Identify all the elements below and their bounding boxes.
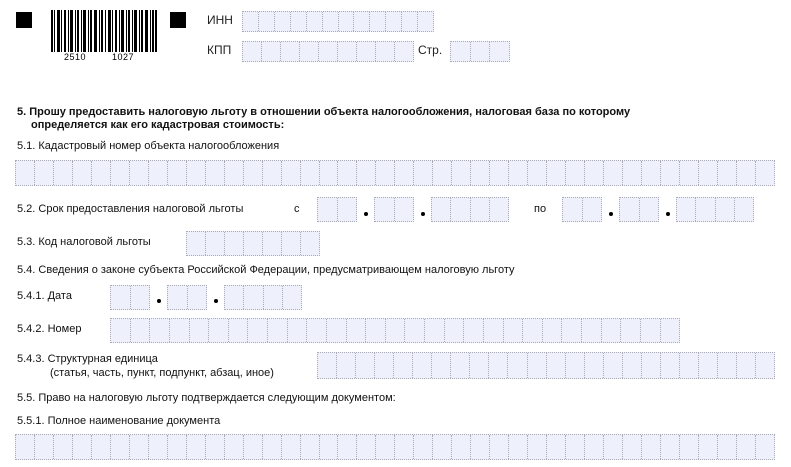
corner-marker-right bbox=[170, 12, 186, 28]
char-cell[interactable] bbox=[320, 435, 339, 459]
char-cell[interactable] bbox=[623, 161, 642, 185]
confirming-document-label: 5.5. Право на налоговую льготу подтверждается следующим документом: bbox=[17, 392, 396, 404]
char-cell[interactable] bbox=[451, 353, 470, 378]
section-title-line2: определяется как его кадастровая стоимость: bbox=[31, 119, 285, 131]
char-cell[interactable] bbox=[73, 435, 92, 459]
char-cell[interactable] bbox=[547, 435, 566, 459]
char-cell[interactable] bbox=[451, 42, 471, 61]
barcode-number-left: 2510 bbox=[64, 52, 87, 62]
char-cell[interactable] bbox=[338, 42, 357, 61]
char-cell[interactable] bbox=[489, 353, 508, 378]
char-cell[interactable] bbox=[414, 435, 433, 459]
char-cell[interactable] bbox=[395, 161, 414, 185]
char-cell[interactable] bbox=[623, 435, 642, 459]
char-cell[interactable] bbox=[602, 319, 622, 342]
structural-unit-label: 5.4.3. Структурная единица bbox=[17, 353, 158, 365]
date-separator bbox=[157, 299, 161, 303]
char-cell[interactable] bbox=[394, 353, 413, 378]
cadastral-number-label: 5.1. Кадастровый номер объекта налогообложения bbox=[17, 140, 280, 152]
char-cell[interactable] bbox=[604, 435, 623, 459]
char-cell[interactable] bbox=[168, 286, 188, 309]
date-separator bbox=[421, 212, 425, 216]
law-number-label: 5.4.2. Номер bbox=[17, 323, 82, 335]
char-cell[interactable] bbox=[737, 353, 756, 378]
char-cell[interactable] bbox=[130, 435, 149, 459]
kpp-label: КПП bbox=[207, 43, 232, 57]
char-cell[interactable] bbox=[490, 435, 509, 459]
char-cell[interactable] bbox=[376, 435, 395, 459]
char-cell[interactable] bbox=[585, 353, 604, 378]
char-cell[interactable] bbox=[263, 435, 282, 459]
section-title-line1: 5. Прошу предоставить налоговую льготу в отношении объекта налогообложения, налоговая база по которому bbox=[17, 106, 631, 118]
char-cell[interactable] bbox=[471, 198, 490, 221]
char-cell[interactable] bbox=[168, 161, 187, 185]
inn-label: ИНН bbox=[207, 13, 233, 27]
char-cell[interactable] bbox=[357, 435, 376, 459]
char-cell[interactable] bbox=[35, 161, 54, 185]
char-cell[interactable] bbox=[268, 319, 288, 342]
char-cell[interactable] bbox=[661, 353, 680, 378]
char-cell[interactable] bbox=[661, 161, 680, 185]
char-cell[interactable] bbox=[718, 161, 737, 185]
char-cell[interactable] bbox=[604, 353, 623, 378]
law-date-label: 5.4.1. Дата bbox=[17, 290, 72, 302]
char-cell[interactable] bbox=[432, 353, 451, 378]
char-cell[interactable] bbox=[301, 435, 320, 459]
date-separator bbox=[364, 212, 368, 216]
char-cell[interactable] bbox=[621, 319, 641, 342]
char-cell[interactable] bbox=[405, 319, 425, 342]
char-cell[interactable] bbox=[262, 42, 281, 61]
benefit-code-field[interactable] bbox=[186, 231, 320, 256]
char-cell[interactable] bbox=[395, 198, 414, 221]
char-cell[interactable] bbox=[696, 198, 715, 221]
char-cell[interactable] bbox=[188, 286, 207, 309]
char-cell[interactable] bbox=[642, 353, 661, 378]
char-cell[interactable] bbox=[433, 435, 452, 459]
corner-marker-left bbox=[16, 12, 32, 28]
char-cell[interactable] bbox=[300, 42, 319, 61]
char-cell[interactable] bbox=[73, 161, 92, 185]
char-cell[interactable] bbox=[357, 42, 376, 61]
char-cell[interactable] bbox=[338, 198, 357, 221]
char-cell[interactable] bbox=[737, 161, 756, 185]
char-cell[interactable] bbox=[395, 435, 414, 459]
char-cell[interactable] bbox=[320, 161, 339, 185]
char-cell[interactable] bbox=[543, 319, 563, 342]
date-separator bbox=[609, 212, 613, 216]
char-cell[interactable] bbox=[582, 319, 602, 342]
char-cell[interactable] bbox=[528, 161, 547, 185]
char-cell[interactable] bbox=[282, 161, 301, 185]
char-cell[interactable] bbox=[386, 319, 406, 342]
char-cell[interactable] bbox=[16, 161, 35, 185]
char-cell[interactable] bbox=[307, 12, 323, 31]
char-cell[interactable] bbox=[508, 353, 527, 378]
char-cell[interactable] bbox=[451, 198, 470, 221]
char-cell[interactable] bbox=[149, 161, 168, 185]
char-cell[interactable] bbox=[547, 353, 566, 378]
law-date-month[interactable] bbox=[167, 285, 207, 310]
char-cell[interactable] bbox=[244, 232, 263, 255]
char-cell[interactable] bbox=[366, 319, 386, 342]
char-cell[interactable] bbox=[243, 12, 259, 31]
char-cell[interactable] bbox=[484, 319, 504, 342]
char-cell[interactable] bbox=[716, 198, 735, 221]
char-cell[interactable] bbox=[386, 12, 402, 31]
char-cell[interactable] bbox=[35, 435, 54, 459]
char-cell[interactable] bbox=[244, 286, 263, 309]
char-cell[interactable] bbox=[327, 319, 347, 342]
char-cell[interactable] bbox=[282, 435, 301, 459]
char-cell[interactable] bbox=[319, 42, 338, 61]
char-cell[interactable] bbox=[337, 353, 356, 378]
char-cell[interactable] bbox=[111, 319, 131, 342]
char-cell[interactable] bbox=[263, 232, 282, 255]
char-cell[interactable] bbox=[470, 353, 489, 378]
char-cell[interactable] bbox=[699, 353, 718, 378]
char-cell[interactable] bbox=[641, 319, 661, 342]
cadastral-number-field[interactable] bbox=[15, 160, 775, 186]
char-cell[interactable] bbox=[318, 198, 338, 221]
char-cell[interactable] bbox=[275, 12, 291, 31]
char-cell[interactable] bbox=[756, 435, 774, 459]
char-cell[interactable] bbox=[54, 161, 73, 185]
char-cell[interactable] bbox=[283, 286, 301, 309]
structural-unit-hint: (статья, часть, пункт, подпункт, абзац, иное) bbox=[50, 367, 274, 379]
period-to-month[interactable] bbox=[619, 197, 659, 222]
char-cell[interactable] bbox=[585, 161, 604, 185]
page-label: Стр. bbox=[418, 43, 443, 57]
char-cell[interactable] bbox=[661, 319, 680, 342]
char-cell[interactable] bbox=[243, 42, 262, 61]
char-cell[interactable] bbox=[566, 353, 585, 378]
char-cell[interactable] bbox=[677, 198, 696, 221]
char-cell[interactable] bbox=[131, 319, 151, 342]
law-date-year[interactable] bbox=[224, 285, 302, 310]
char-cell[interactable] bbox=[620, 198, 640, 221]
char-cell[interactable] bbox=[661, 435, 680, 459]
char-cell[interactable] bbox=[642, 435, 661, 459]
char-cell[interactable] bbox=[464, 319, 484, 342]
char-cell[interactable] bbox=[562, 319, 582, 342]
char-cell[interactable] bbox=[490, 42, 509, 61]
char-cell[interactable] bbox=[225, 232, 244, 255]
period-to-label: по bbox=[534, 203, 547, 215]
char-cell[interactable] bbox=[432, 198, 451, 221]
char-cell[interactable] bbox=[356, 353, 375, 378]
law-info-label: 5.4. Сведения о законе субъекта Российской Федерации, предусматривающем налоговую льготу bbox=[17, 264, 515, 276]
char-cell[interactable] bbox=[375, 198, 395, 221]
char-cell[interactable] bbox=[131, 286, 150, 309]
char-cell[interactable] bbox=[471, 435, 490, 459]
char-cell[interactable] bbox=[288, 319, 308, 342]
char-cell[interactable] bbox=[504, 319, 524, 342]
char-cell[interactable] bbox=[347, 319, 367, 342]
law-number-field[interactable] bbox=[110, 318, 680, 343]
char-cell[interactable] bbox=[376, 42, 395, 61]
char-cell[interactable] bbox=[370, 12, 386, 31]
char-cell[interactable] bbox=[425, 319, 445, 342]
barcode bbox=[51, 10, 157, 52]
char-cell[interactable] bbox=[413, 353, 432, 378]
char-cell[interactable] bbox=[585, 435, 604, 459]
char-cell[interactable] bbox=[640, 198, 659, 221]
char-cell[interactable] bbox=[756, 161, 774, 185]
document-full-name-label: 5.5.1. Полное наименование документа bbox=[17, 415, 221, 427]
char-cell[interactable] bbox=[338, 435, 357, 459]
char-cell[interactable] bbox=[149, 435, 168, 459]
char-cell[interactable] bbox=[471, 161, 490, 185]
period-to-day[interactable] bbox=[562, 197, 602, 222]
char-cell[interactable] bbox=[452, 161, 471, 185]
char-cell[interactable] bbox=[699, 161, 718, 185]
char-cell[interactable] bbox=[301, 161, 320, 185]
char-cell[interactable] bbox=[92, 161, 111, 185]
char-cell[interactable] bbox=[471, 42, 491, 61]
char-cell[interactable] bbox=[623, 353, 642, 378]
char-cell[interactable] bbox=[54, 435, 73, 459]
char-cell[interactable] bbox=[735, 198, 753, 221]
date-separator bbox=[666, 212, 670, 216]
char-cell[interactable] bbox=[225, 286, 244, 309]
char-cell[interactable] bbox=[566, 435, 585, 459]
char-cell[interactable] bbox=[680, 435, 699, 459]
char-cell[interactable] bbox=[170, 319, 190, 342]
char-cell[interactable] bbox=[307, 319, 327, 342]
structural-unit-field[interactable] bbox=[317, 352, 775, 379]
char-cell[interactable] bbox=[433, 161, 452, 185]
char-cell[interactable] bbox=[323, 12, 339, 31]
char-cell[interactable] bbox=[509, 161, 528, 185]
char-cell[interactable] bbox=[282, 232, 301, 255]
char-cell[interactable] bbox=[528, 353, 547, 378]
char-cell[interactable] bbox=[248, 319, 268, 342]
char-cell[interactable] bbox=[209, 319, 229, 342]
char-cell[interactable] bbox=[206, 161, 225, 185]
char-cell[interactable] bbox=[375, 353, 394, 378]
char-cell[interactable] bbox=[130, 161, 149, 185]
period-from-day[interactable] bbox=[317, 197, 357, 222]
page-number-field[interactable] bbox=[450, 41, 510, 62]
char-cell[interactable] bbox=[92, 435, 111, 459]
char-cell[interactable] bbox=[414, 161, 433, 185]
char-cell[interactable] bbox=[737, 435, 756, 459]
char-cell[interactable] bbox=[339, 12, 355, 31]
date-separator bbox=[214, 299, 218, 303]
char-cell[interactable] bbox=[229, 319, 249, 342]
char-cell[interactable] bbox=[452, 435, 471, 459]
char-cell[interactable] bbox=[244, 161, 263, 185]
barcode-number-right: 1027 bbox=[112, 52, 135, 62]
period-from-label: с bbox=[294, 203, 300, 215]
benefit-code-label: 5.3. Код налоговой льготы bbox=[17, 236, 151, 248]
char-cell[interactable] bbox=[111, 435, 130, 459]
char-cell[interactable] bbox=[642, 161, 661, 185]
char-cell[interactable] bbox=[583, 198, 602, 221]
char-cell[interactable] bbox=[168, 435, 187, 459]
char-cell[interactable] bbox=[264, 286, 283, 309]
char-cell[interactable] bbox=[680, 353, 699, 378]
char-cell[interactable] bbox=[338, 161, 357, 185]
char-cell[interactable] bbox=[187, 435, 206, 459]
document-full-name-field[interactable] bbox=[15, 434, 775, 460]
char-cell[interactable] bbox=[604, 161, 623, 185]
char-cell[interactable] bbox=[281, 42, 300, 61]
char-cell[interactable] bbox=[187, 232, 206, 255]
char-cell[interactable] bbox=[111, 286, 131, 309]
char-cell[interactable] bbox=[376, 161, 395, 185]
period-from-month[interactable] bbox=[374, 197, 414, 222]
char-cell[interactable] bbox=[291, 12, 307, 31]
char-cell[interactable] bbox=[718, 353, 737, 378]
char-cell[interactable] bbox=[357, 161, 376, 185]
law-date-day[interactable] bbox=[110, 285, 150, 310]
char-cell[interactable] bbox=[756, 353, 774, 378]
char-cell[interactable] bbox=[445, 319, 465, 342]
period-to-year[interactable] bbox=[676, 197, 754, 222]
char-cell[interactable] bbox=[263, 161, 282, 185]
char-cell[interactable] bbox=[402, 12, 418, 31]
char-cell[interactable] bbox=[528, 435, 547, 459]
char-cell[interactable] bbox=[206, 232, 225, 255]
kpp-field[interactable] bbox=[242, 41, 414, 62]
char-cell[interactable] bbox=[354, 12, 370, 31]
char-cell[interactable] bbox=[206, 435, 225, 459]
char-cell[interactable] bbox=[259, 12, 275, 31]
char-cell[interactable] bbox=[418, 12, 433, 31]
benefit-period-label: 5.2. Срок предоставления налоговой льготы bbox=[17, 203, 244, 215]
char-cell[interactable] bbox=[547, 161, 566, 185]
char-cell[interactable] bbox=[563, 198, 583, 221]
period-from-year[interactable] bbox=[431, 197, 509, 222]
char-cell[interactable] bbox=[16, 435, 35, 459]
char-cell[interactable] bbox=[680, 161, 699, 185]
char-cell[interactable] bbox=[244, 435, 263, 459]
char-cell[interactable] bbox=[509, 435, 528, 459]
char-cell[interactable] bbox=[699, 435, 718, 459]
char-cell[interactable] bbox=[395, 42, 413, 61]
char-cell[interactable] bbox=[523, 319, 543, 342]
char-cell[interactable] bbox=[111, 161, 130, 185]
char-cell[interactable] bbox=[150, 319, 170, 342]
inn-field[interactable] bbox=[242, 11, 434, 32]
char-cell[interactable] bbox=[225, 161, 244, 185]
char-cell[interactable] bbox=[190, 319, 210, 342]
char-cell[interactable] bbox=[187, 161, 206, 185]
char-cell[interactable] bbox=[490, 161, 509, 185]
char-cell[interactable] bbox=[718, 435, 737, 459]
char-cell[interactable] bbox=[301, 232, 319, 255]
char-cell[interactable] bbox=[566, 161, 585, 185]
char-cell[interactable] bbox=[225, 435, 244, 459]
char-cell[interactable] bbox=[318, 353, 337, 378]
char-cell[interactable] bbox=[490, 198, 508, 221]
